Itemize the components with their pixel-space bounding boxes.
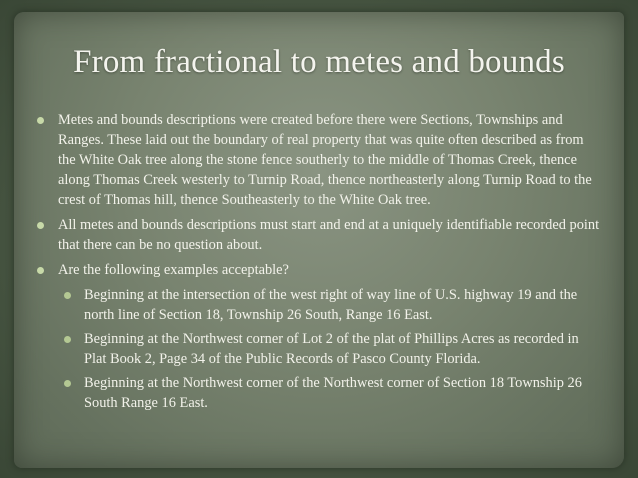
sub-bullet-text: Beginning at the Northwest corner of Lot 2 of the plat of Phillips Acres as recorded in Plat Book 2, Page 34 of the Public Records of Pasco County Florida. (84, 331, 579, 367)
sub-bullet-text: Beginning at the Northwest corner of the Northwest corner of Section 18 Township 26 South Range 16 East. (84, 375, 582, 411)
bullet-item (34, 215, 604, 255)
sub-bullet-item (34, 329, 604, 369)
bullet-text: Metes and bounds descriptions were created before there were Sections, Townships and Ranges. These laid out the boundary of real property that was quite often described as from the White Oak tree along the stone fence southerly to the middle of Thomas Creek, thence along Thomas Creek westerly to Turnip Road, thence northeasterly along Turnip Road to the crest of Thomas hill, thence Southeasterly to the White Oak tree. (58, 112, 592, 208)
bullet-dot-icon (37, 117, 44, 124)
bullet-text: All metes and bounds descriptions must start and end at a uniquely identifiable recorded point that there can be no question about. (58, 217, 600, 253)
bullet-item (34, 260, 604, 280)
bullet-text: Are the following examples acceptable? (58, 262, 289, 278)
slide-content (34, 110, 604, 417)
sub-bullet-text: Beginning at the intersection of the west right of way line of U.S. highway 19 and the north line of Section 18, Township 26 South, Range 16 East. (84, 287, 578, 323)
bullet-dot-icon (64, 336, 71, 343)
bullet-dot-icon (37, 267, 44, 274)
sub-bullet-item (34, 285, 604, 325)
bullet-dot-icon (64, 292, 71, 299)
bullet-dot-icon (37, 222, 44, 229)
bullet-item (34, 110, 604, 210)
slide-title: From fractional to metes and bounds (73, 44, 565, 80)
bullet-dot-icon (64, 380, 71, 387)
sub-bullet-item (34, 373, 604, 413)
